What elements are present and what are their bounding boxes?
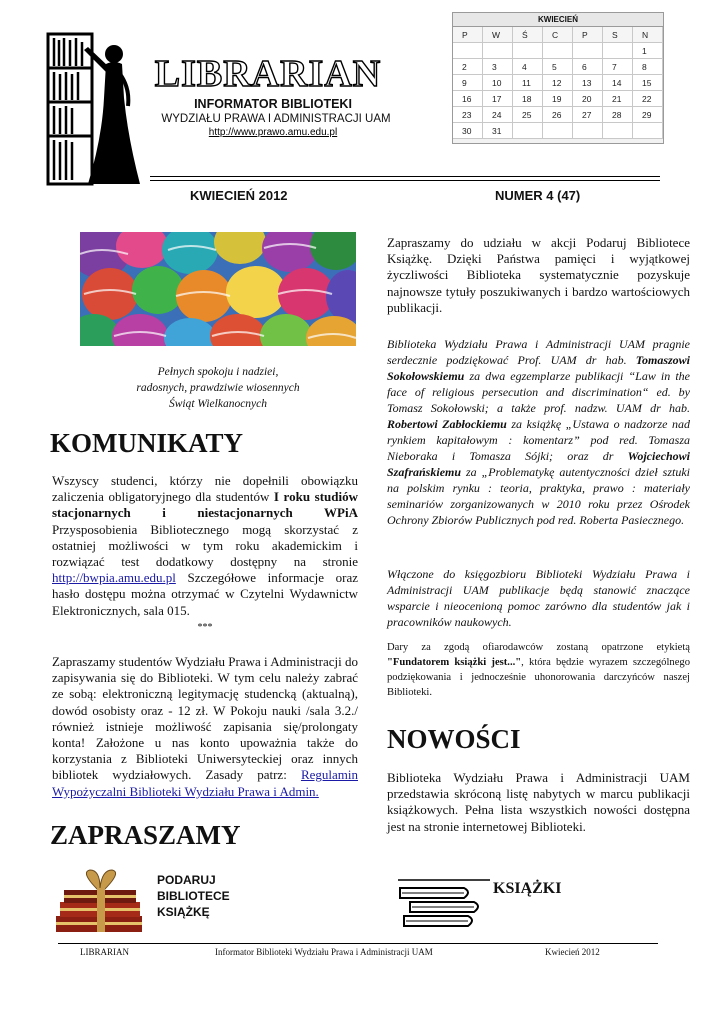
text: za książkę „Ustawa o nadzorze nad rynkiem kapitałowym : komentarz” pod red. Tomasza Nieboraka i Tomasza Sójki; oraz dr xyxy=(387,417,690,463)
calendar-day: 3 xyxy=(483,59,513,75)
separator: *** xyxy=(197,622,213,633)
calendar-day-header: C xyxy=(543,27,573,43)
publication-title: LIBRARIAN xyxy=(154,53,382,95)
footer-description: Informator Biblioteki Wydziału Prawa i Administracji UAM xyxy=(215,947,433,957)
calendar-day: 6 xyxy=(573,59,603,75)
footer-rule xyxy=(58,943,658,944)
komunikaty-heading: KOMUNIKATY xyxy=(50,428,243,458)
calendar-day-header: N xyxy=(633,27,663,43)
calendar-day: 20 xyxy=(573,91,603,107)
calendar-day-header: P xyxy=(573,27,603,43)
publication-subtitle: INFORMATOR BIBLIOTEKI xyxy=(194,97,352,111)
calendar-day-header: S xyxy=(603,27,633,43)
greeting-line: radosnych, prawdziwie wiosennych xyxy=(136,382,300,394)
greeting-line: Świąt Wielkanocnych xyxy=(168,398,268,410)
department-name: WYDZIAŁU PRAWA I ADMINISTRACJI UAM xyxy=(161,113,391,125)
calendar-day: 27 xyxy=(573,107,603,123)
text: Wszyscy studenci, którzy nie dopełnili obowiązku zaliczenia obligatoryjnego dla studentów xyxy=(52,473,358,505)
bwpia-link[interactable]: http://bwpia.amu.edu.pl xyxy=(52,570,176,586)
calendar-day xyxy=(573,123,603,139)
text: Dary za zgodą ofiarodawców zostaną opatrzone etykietą xyxy=(387,642,690,653)
text-bold: Tomaszowi Sokołowskiemu xyxy=(387,353,690,383)
calendar-day-header: Ś xyxy=(513,27,543,43)
calendar-day: 23 xyxy=(453,107,483,123)
gift-books-icon xyxy=(50,866,150,936)
calendar-day: 12 xyxy=(543,75,573,91)
calendar-day xyxy=(513,123,543,139)
calendar-day: 11 xyxy=(513,75,543,91)
calendar-day: 26 xyxy=(543,107,573,123)
calendar-day: 8 xyxy=(633,59,663,75)
komunikaty-paragraph xyxy=(52,654,358,800)
calendar-day: 13 xyxy=(573,75,603,91)
calendar-day xyxy=(633,123,663,139)
calendar-day: 9 xyxy=(453,75,483,91)
calendar-day: 19 xyxy=(543,91,573,107)
calendar-title: KWIECIEŃ xyxy=(453,13,663,27)
komunikaty-paragraph xyxy=(52,473,358,619)
header-rule-bottom xyxy=(150,180,660,181)
calendar-day xyxy=(453,43,483,59)
donor-label-paragraph xyxy=(387,640,690,700)
calendar-day xyxy=(603,43,633,59)
thanks-paragraph xyxy=(387,336,690,528)
calendar-day: 21 xyxy=(603,91,633,107)
footer-date: Kwiecień 2012 xyxy=(545,947,600,957)
nowosci-paragraph: Biblioteka Wydziału Prawa i Administracji UAM przedstawia skróconą listę nabytych w marcu publikacji książkowych. Pełna lista wszystkich nowości dostępna jest na stronie internetowej Biblioteki. xyxy=(387,770,690,834)
calendar-day xyxy=(513,43,543,59)
greeting-line: Pełnych spokoju i nadziei, xyxy=(157,366,279,378)
calendar-day: 22 xyxy=(633,91,663,107)
donation-intro-paragraph: Zapraszamy do udziału w akcji Podaruj Bibliotece Książkę. Dzięki Państwa pamięci i wyjątkowej życzliwości Biblioteka systematycznie pozyskuje najnowsze tytuły poszukiwanych i bardzo wartościowych publikacji. xyxy=(387,235,690,315)
issue-number: NUMER 4 (47) xyxy=(495,188,581,203)
collection-paragraph: Włączone do księgozbioru Biblioteki Wydziału Prawa i Administracji UAM publikacje będą stanowić znaczące wsparcie i nieocenioną pomoc zarówno dla studentów jak i pracowników naukowych. xyxy=(387,567,690,629)
nowosci-heading: NOWOŚCI xyxy=(387,724,521,754)
calendar-day: 28 xyxy=(603,107,633,123)
calendar xyxy=(452,12,664,144)
text-bold: Robertowi Zabłockiemu xyxy=(387,417,507,431)
text: za dwa egzemplarze publikacji “Law in the face of religious persecution and discrimination“ ed. by Tomasz Sokołowski; a także prof. nadzw. UAM dr hab. xyxy=(387,369,690,415)
books-section-label: KSIĄŻKI xyxy=(493,880,562,897)
easter-greeting xyxy=(80,364,356,412)
calendar-day: 2 xyxy=(453,59,483,75)
text: Szczegółowe informacje oraz hasło dostępu można otrzymać w Czytelni Wydawnictw Elektronicznych, sala 015. xyxy=(52,570,358,618)
regulamin-link[interactable]: Regulamin Wypożyczalni Biblioteki Wydziału Prawa i Admin. xyxy=(52,767,358,799)
donate-line: KSIĄŻKĘ xyxy=(157,905,210,919)
text-bold: Wojciechowi Szafrańskiemu xyxy=(387,449,690,479)
calendar-day: 29 xyxy=(633,107,663,123)
text-bold: I roku studiów stacjonarnych i niestacjonarnych WPiA xyxy=(52,489,358,521)
text-bold: "Fundatorem książki jest..." xyxy=(387,657,522,668)
calendar-day: 4 xyxy=(513,59,543,75)
calendar-day: 18 xyxy=(513,91,543,107)
calendar-day: 5 xyxy=(543,59,573,75)
calendar-day: 24 xyxy=(483,107,513,123)
text: , która będzie wyrazem szczególnego podziękowania i jednocześnie uhonorowania darczyńców naszej Biblioteki. xyxy=(387,657,690,698)
calendar-day: 25 xyxy=(513,107,543,123)
calendar-day-header: W xyxy=(483,27,513,43)
calendar-day: 16 xyxy=(453,91,483,107)
calendar-day: 14 xyxy=(603,75,633,91)
text: za „Problematykę autentyczności dzieł sztuki na polskim rynku : teoria, praktyka, prawo : materiały seminariów zorganizowanych w 2010 roku przez Ośrodek Ochrony Zbiorów Publicznych pod red. Roberta Pasiecznego. xyxy=(387,465,690,527)
calendar-day: 1 xyxy=(633,43,663,59)
calendar-day: 30 xyxy=(453,123,483,139)
calendar-day: 10 xyxy=(483,75,513,91)
donate-line: BIBLIOTECE xyxy=(157,889,230,903)
donate-book-label xyxy=(157,872,230,920)
issue-date: KWIECIEŃ 2012 xyxy=(190,188,288,203)
calendar-day xyxy=(573,43,603,59)
donate-line: PODARUJ xyxy=(157,873,216,887)
easter-eggs-image xyxy=(80,232,356,346)
text: Zapraszamy studentów Wydziału Prawa i Administracji do zapisywania się do Biblioteki. W tym celu należy zabrać ze sobą: elektroniczną legitymację studencką (aktualną), dowód osobisty oraz - 12 zł. W Pokoju nauki /sala 3.2./ również istnieje możliwość zapisania się/prolongaty konta! Założone u nas konto upoważnia także do korzystania z Biblioteki Uniwersyteckiej oraz innych bibliotek wydziałowych. Zasady patrz: xyxy=(52,654,358,783)
calendar-day xyxy=(483,43,513,59)
calendar-day xyxy=(543,43,573,59)
books-icon xyxy=(398,872,490,930)
calendar-day: 15 xyxy=(633,75,663,91)
calendar-day-header: P xyxy=(453,27,483,43)
calendar-day: 7 xyxy=(603,59,633,75)
website-link[interactable]: http://www.prawo.amu.edu.pl xyxy=(208,127,338,138)
calendar-day xyxy=(603,123,633,139)
header-rule-top xyxy=(150,176,660,177)
text: Przysposobienia Bibliotecznego mogą skorzystać z ostatniej możliwości w tym roku akademickim i rozwiązać test dodatkowy dostępny na stronie xyxy=(52,521,358,570)
zapraszamy-heading: ZAPRASZAMY xyxy=(50,820,241,850)
calendar-day xyxy=(543,123,573,139)
librarian-illustration xyxy=(44,28,142,188)
calendar-day: 17 xyxy=(483,91,513,107)
calendar-day: 31 xyxy=(483,123,513,139)
text: Biblioteka Wydziału Prawa i Administracji UAM pragnie serdecznie podziękować Prof. UAM dr hab. xyxy=(387,337,690,367)
footer-title: LIBRARIAN xyxy=(80,947,129,957)
